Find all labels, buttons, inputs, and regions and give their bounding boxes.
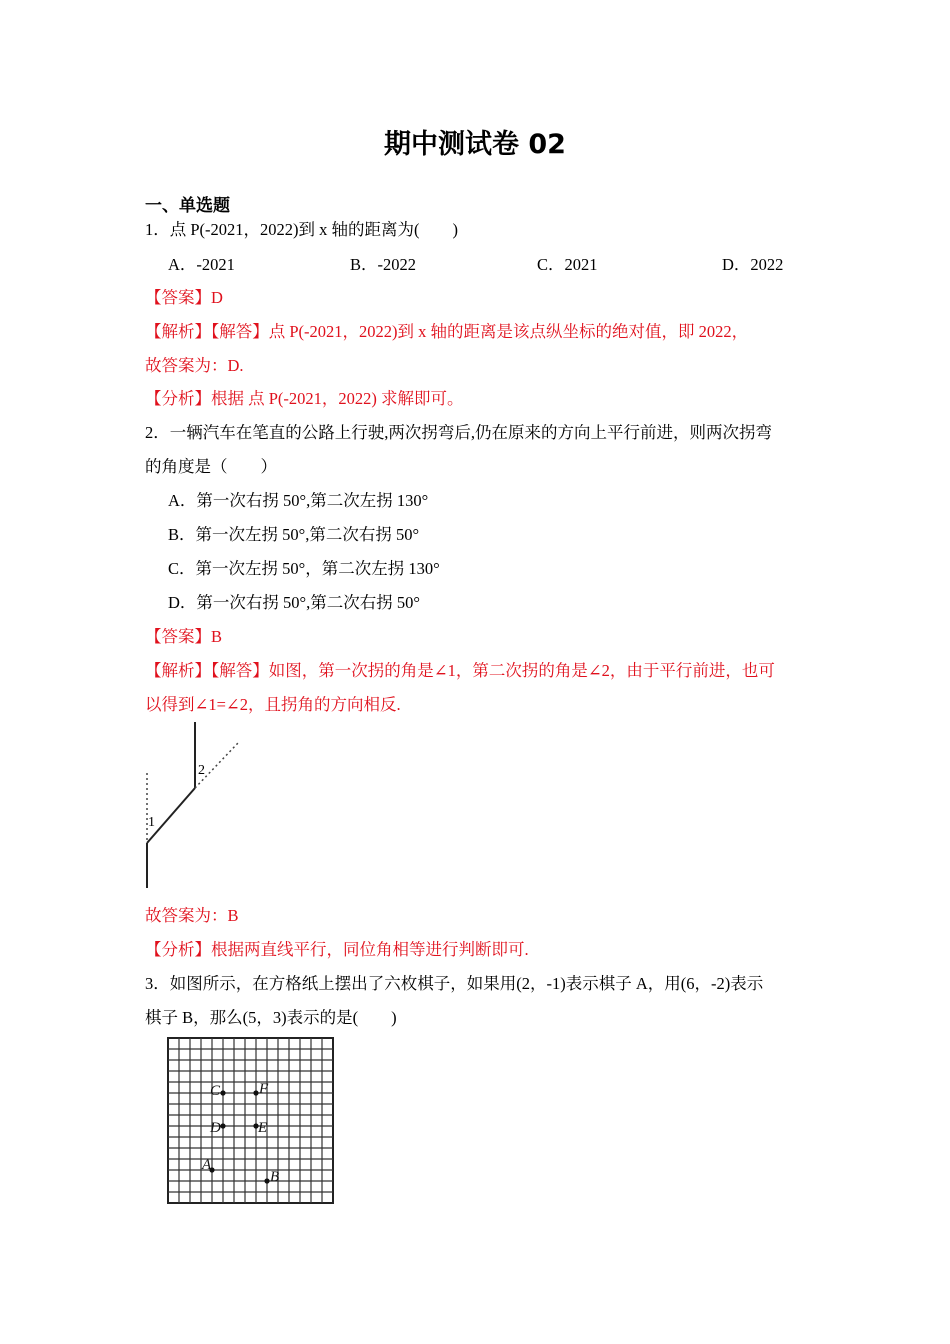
- q2-conclusion: 故答案为：B: [145, 906, 239, 925]
- q1-stem: 1．点 P(-2021，2022)到 x 轴的距离为( ): [145, 220, 459, 239]
- page-title: 期中测试卷 02: [384, 129, 566, 160]
- q2-stem-line1: 2．一辆汽车在笔直的公路上行驶,两次拐弯后,仍在原来的方向上平行前进，则两次拐弯: [145, 423, 772, 442]
- chess-piece-label: C: [210, 1083, 221, 1099]
- q2-option-d: D．第一次右拐 50°,第二次右拐 50°: [168, 593, 420, 612]
- q1-fenxi: 【分析】根据 点 P(-2021，2022) 求解即可。: [145, 389, 464, 408]
- chess-piece-label: B: [270, 1169, 280, 1185]
- q1-answer: 【答案】D: [145, 288, 223, 307]
- q2-answer: 【答案】B: [145, 627, 223, 646]
- q2-turn-figure: [140, 718, 250, 893]
- q1-option-c: C．2021: [537, 255, 598, 274]
- chess-piece-label: F: [259, 1081, 269, 1097]
- q1-analysis-line2: 故答案为：D.: [145, 356, 244, 375]
- q2-analysis-line1: 【解析】【解答】如图，第一次拐的角是∠1，第二次拐的角是∠2，由于平行前进，也可: [145, 661, 775, 680]
- q3-stem-line2: 棋子 B，那么(5，3)表示的是( ): [145, 1008, 397, 1027]
- chess-piece-label: D: [210, 1120, 221, 1136]
- q1-option-b: B．-2022: [350, 255, 416, 274]
- angle-label-2: 2: [198, 763, 205, 778]
- q3-grid-figure: [165, 1035, 337, 1207]
- q2-stem-line2: 的角度是（ ）: [145, 457, 277, 476]
- q1-analysis-line1: 【解析】【解答】点 P(-2021，2022)到 x 轴的距离是该点纵坐标的绝对值，即 2022，: [145, 322, 749, 341]
- angle-label-1: 1: [148, 815, 155, 830]
- q3-stem-line1: 3．如图所示，在方格纸上摆出了六枚棋子，如果用(2，-1)表示棋子 A，用(6，-2)表示: [145, 974, 764, 993]
- chess-piece-label: E: [258, 1120, 268, 1136]
- q1-option-a: A．-2021: [168, 255, 235, 274]
- q2-option-b: B．第一次左拐 50°,第二次右拐 50°: [168, 525, 420, 544]
- q1-option-d: D．2022: [722, 255, 784, 274]
- chess-piece-dot: [253, 1090, 258, 1095]
- q2-option-a: A．第一次右拐 50°,第二次左拐 130°: [168, 491, 429, 510]
- q2-analysis-line2: 以得到∠1=∠2，且拐角的方向相反.: [145, 695, 401, 714]
- q2-option-c: C．第一次左拐 50°，第二次左拐 130°: [168, 559, 440, 578]
- q2-fenxi: 【分析】根据两直线平行，同位角相等进行判断即可.: [145, 940, 529, 959]
- chess-piece-dot: [220, 1123, 225, 1128]
- chess-piece-dot: [220, 1090, 225, 1095]
- grid-lines: [168, 1038, 333, 1203]
- chess-piece-dot: [264, 1178, 269, 1183]
- chess-piece-label: A: [202, 1157, 212, 1173]
- section-heading: 一、单选题: [145, 196, 230, 216]
